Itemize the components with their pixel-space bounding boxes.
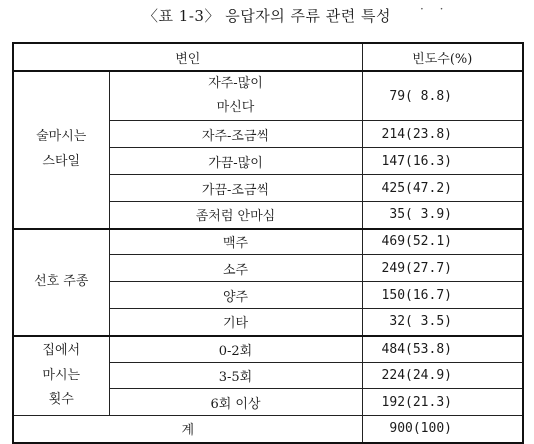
row-label: 기타 — [109, 309, 362, 336]
row-label: 가끔-조금씩 — [109, 175, 362, 202]
total-row — [13, 416, 523, 443]
header-row — [13, 43, 523, 71]
row-label: 가끔-많이 — [109, 148, 362, 175]
row-label: 6회 이상 — [109, 389, 362, 416]
row-label: 소주 — [109, 255, 362, 282]
total-value: 900(100) — [362, 416, 523, 443]
header-variable: 변인 — [13, 43, 362, 71]
row-value: 214(23.8) — [362, 121, 523, 148]
row-value: 79( 8.8) — [362, 71, 523, 121]
row-value: 425(47.2) — [362, 175, 523, 202]
table-row — [13, 229, 523, 255]
row-value: 147(16.3) — [362, 148, 523, 175]
table-caption: 〈표 1-3〉 응답자의 주류 관련 특성 — [143, 7, 391, 25]
row-label: 자주-조금씩 — [109, 121, 362, 148]
row-value: 484(53.8) — [362, 336, 523, 363]
row-value: 192(21.3) — [362, 389, 523, 416]
row-value: 150(16.7) — [362, 282, 523, 309]
group-label-home-drinking: 집에서 마시는 횟수 — [13, 336, 109, 416]
survey-table — [12, 42, 524, 444]
total-label: 계 — [13, 416, 362, 443]
row-label: 자주-많이 마신다 — [109, 71, 362, 121]
group-label-style: 술마시는 스타일 — [13, 71, 109, 229]
table-row — [13, 71, 523, 121]
row-label: 좀처럼 안마심 — [109, 202, 362, 229]
row-value: 35( 3.9) — [362, 202, 523, 229]
row-value: 32( 3.5) — [362, 309, 523, 336]
row-label: 0-2회 — [109, 336, 362, 363]
row-label: 맥주 — [109, 229, 362, 255]
row-label: 양주 — [109, 282, 362, 309]
table-row — [13, 336, 523, 363]
header-frequency: 빈도수(%) — [362, 43, 523, 71]
row-label: 3-5회 — [109, 363, 362, 389]
row-value: 249(27.7) — [362, 255, 523, 282]
caption-dots: · · — [420, 2, 450, 16]
group-label-preferred-drink: 선호 주종 — [13, 229, 109, 336]
row-value: 469(52.1) — [362, 229, 523, 255]
row-value: 224(24.9) — [362, 363, 523, 389]
